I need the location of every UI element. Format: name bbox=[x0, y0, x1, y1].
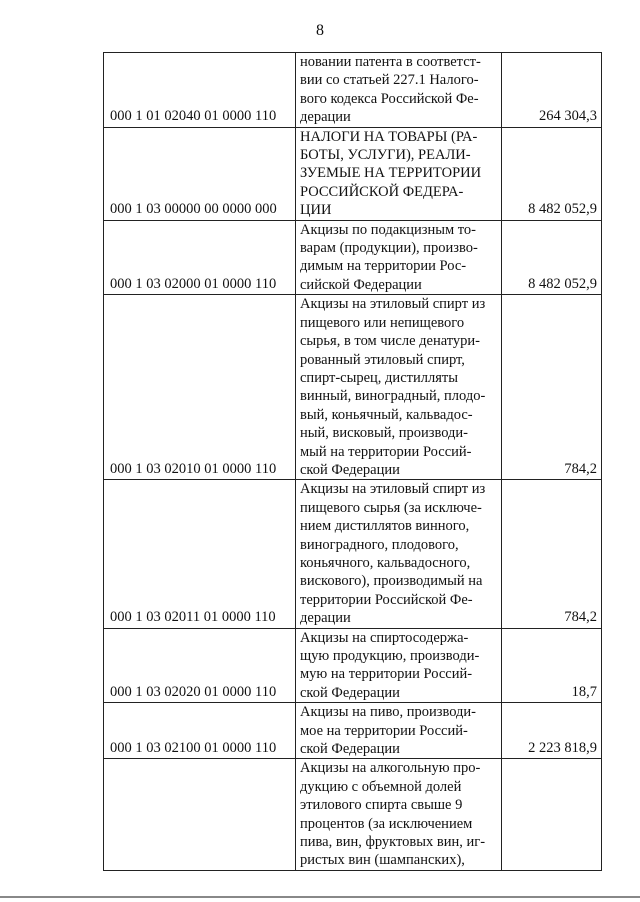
revenue-name-line: дерации bbox=[300, 109, 351, 126]
revenue-name-cell bbox=[296, 220, 502, 295]
revenue-name-line: Акцизы на этиловый спирт из bbox=[300, 481, 486, 498]
budget-code-cell: 000 1 01 02040 01 0000 110 bbox=[104, 53, 296, 128]
revenue-name-line: Акцизы на алкогольную про- bbox=[300, 760, 481, 777]
revenue-name-line: ской Федерации bbox=[300, 461, 400, 478]
revenue-name-line: винный, виноградный, плодо- bbox=[300, 388, 486, 405]
amount-cell: 8 482 052,9 bbox=[502, 127, 602, 220]
revenue-name-cell bbox=[296, 295, 502, 480]
revenue-name-line: пищевого или непищевого bbox=[300, 314, 465, 331]
page-number: 8 bbox=[316, 22, 324, 39]
budget-code-cell: 000 1 03 02011 01 0000 110 bbox=[104, 480, 296, 628]
revenue-name-line: вискового), производимый на bbox=[300, 573, 483, 590]
revenue-name-line: Акцизы на спиртосодержа- bbox=[300, 629, 469, 646]
budget-code-cell: 000 1 03 02010 01 0000 110 bbox=[104, 295, 296, 480]
page-bottom-edge bbox=[0, 896, 640, 898]
revenue-name-cell bbox=[296, 53, 502, 128]
budget-code-cell bbox=[104, 759, 296, 870]
revenue-name-line: ской Федерации bbox=[300, 741, 400, 758]
revenue-name-line: процентов (за исключением bbox=[300, 815, 473, 832]
table-row bbox=[104, 127, 602, 220]
revenue-name-cell bbox=[296, 628, 502, 703]
revenue-name-line: ЗУЕМЫЕ НА ТЕРРИТОРИИ bbox=[300, 165, 482, 182]
table-row bbox=[104, 628, 602, 703]
revenue-name-line: нием дистиллятов винного, bbox=[300, 518, 470, 535]
budget-code-cell: 000 1 03 02100 01 0000 110 bbox=[104, 703, 296, 759]
revenue-name-line: виноградного, плодового, bbox=[300, 536, 459, 553]
revenue-name-cell bbox=[296, 480, 502, 628]
budget-code-cell: 000 1 03 02020 01 0000 110 bbox=[104, 628, 296, 703]
amount-cell: 2 223 818,9 bbox=[502, 703, 602, 759]
revenue-name-line: вии со статьей 227.1 Налого- bbox=[300, 72, 479, 89]
table-row bbox=[104, 703, 602, 759]
amount-cell: 18,7 bbox=[502, 628, 602, 703]
revenue-name-line: вый, коньячный, кальвадос- bbox=[300, 406, 473, 423]
revenue-name-line: этилового спирта свыше 9 bbox=[300, 797, 463, 814]
table-body bbox=[104, 53, 602, 871]
revenue-name-line: дукцию с объемной долей bbox=[300, 778, 462, 795]
revenue-name-line: БОТЫ, УСЛУГИ), РЕАЛИ- bbox=[300, 147, 471, 164]
amount-cell: 264 304,3 bbox=[502, 53, 602, 128]
revenue-name-line: ный, висковый, производи- bbox=[300, 425, 469, 442]
revenue-name-cell bbox=[296, 703, 502, 759]
revenue-name-cell bbox=[296, 759, 502, 870]
revenue-name-line: спирт-сырец, дистилляты bbox=[300, 369, 458, 386]
revenue-name-line: варам (продукции), произво- bbox=[300, 240, 478, 257]
revenue-name-cell bbox=[296, 127, 502, 220]
revenue-name-line: дерации bbox=[300, 610, 351, 627]
revenue-name-line: щую продукцию, производи- bbox=[300, 648, 480, 664]
revenue-name-line: вого кодекса Российской Фе- bbox=[300, 90, 479, 107]
revenue-name-line: Акцизы по подакцизным то- bbox=[300, 221, 476, 238]
revenue-name-line: новании патента в соответст- bbox=[300, 54, 481, 70]
table-row bbox=[104, 220, 602, 295]
table-row bbox=[104, 480, 602, 628]
revenue-name-line: сырья, в том числе денатури- bbox=[300, 333, 481, 350]
revenue-name-line: территории Российской Фе- bbox=[300, 591, 473, 608]
table-row bbox=[104, 759, 602, 870]
revenue-name-line: мую на территории Россий- bbox=[300, 666, 473, 683]
amount-cell bbox=[502, 759, 602, 870]
revenue-name-line: пива, вин, фруктовых вин, иг- bbox=[300, 834, 486, 851]
revenue-name-line: мый на территории Россий- bbox=[300, 443, 472, 460]
budget-code-cell: 000 1 03 02000 01 0000 110 bbox=[104, 220, 296, 295]
amount-cell: 784,2 bbox=[502, 295, 602, 480]
budget-code-cell: 000 1 03 00000 00 0000 000 bbox=[104, 127, 296, 220]
revenue-name-line: пищевого сырья (за исключе- bbox=[300, 499, 482, 516]
revenue-name-line: димым на территории Рос- bbox=[300, 258, 467, 275]
revenue-name-line: ской Федерации bbox=[300, 684, 400, 701]
revenue-name-line: рованный этиловый спирт, bbox=[300, 351, 465, 368]
revenue-name-line: Акцизы на пиво, производи- bbox=[300, 704, 477, 721]
revenue-name-line: ЦИИ bbox=[300, 202, 332, 219]
revenue-name-line: коньячного, кальвадосного, bbox=[300, 554, 471, 571]
revenue-name-line: НАЛОГИ НА ТОВАРЫ (РА- bbox=[300, 128, 478, 145]
amount-cell: 784,2 bbox=[502, 480, 602, 628]
table-row bbox=[104, 53, 602, 128]
amount-cell: 8 482 052,9 bbox=[502, 220, 602, 295]
revenue-name-line: Акцизы на этиловый спирт из bbox=[300, 296, 486, 313]
table-row bbox=[104, 295, 602, 480]
revenue-name-line: мое на территории Россий- bbox=[300, 722, 468, 739]
revenue-name-line: ристых вин (шампанских), bbox=[300, 852, 465, 869]
revenue-name-line: РОССИЙСКОЙ ФЕДЕРА- bbox=[300, 183, 464, 200]
revenue-name-line: сийской Федерации bbox=[300, 276, 422, 293]
revenue-table bbox=[103, 52, 602, 871]
